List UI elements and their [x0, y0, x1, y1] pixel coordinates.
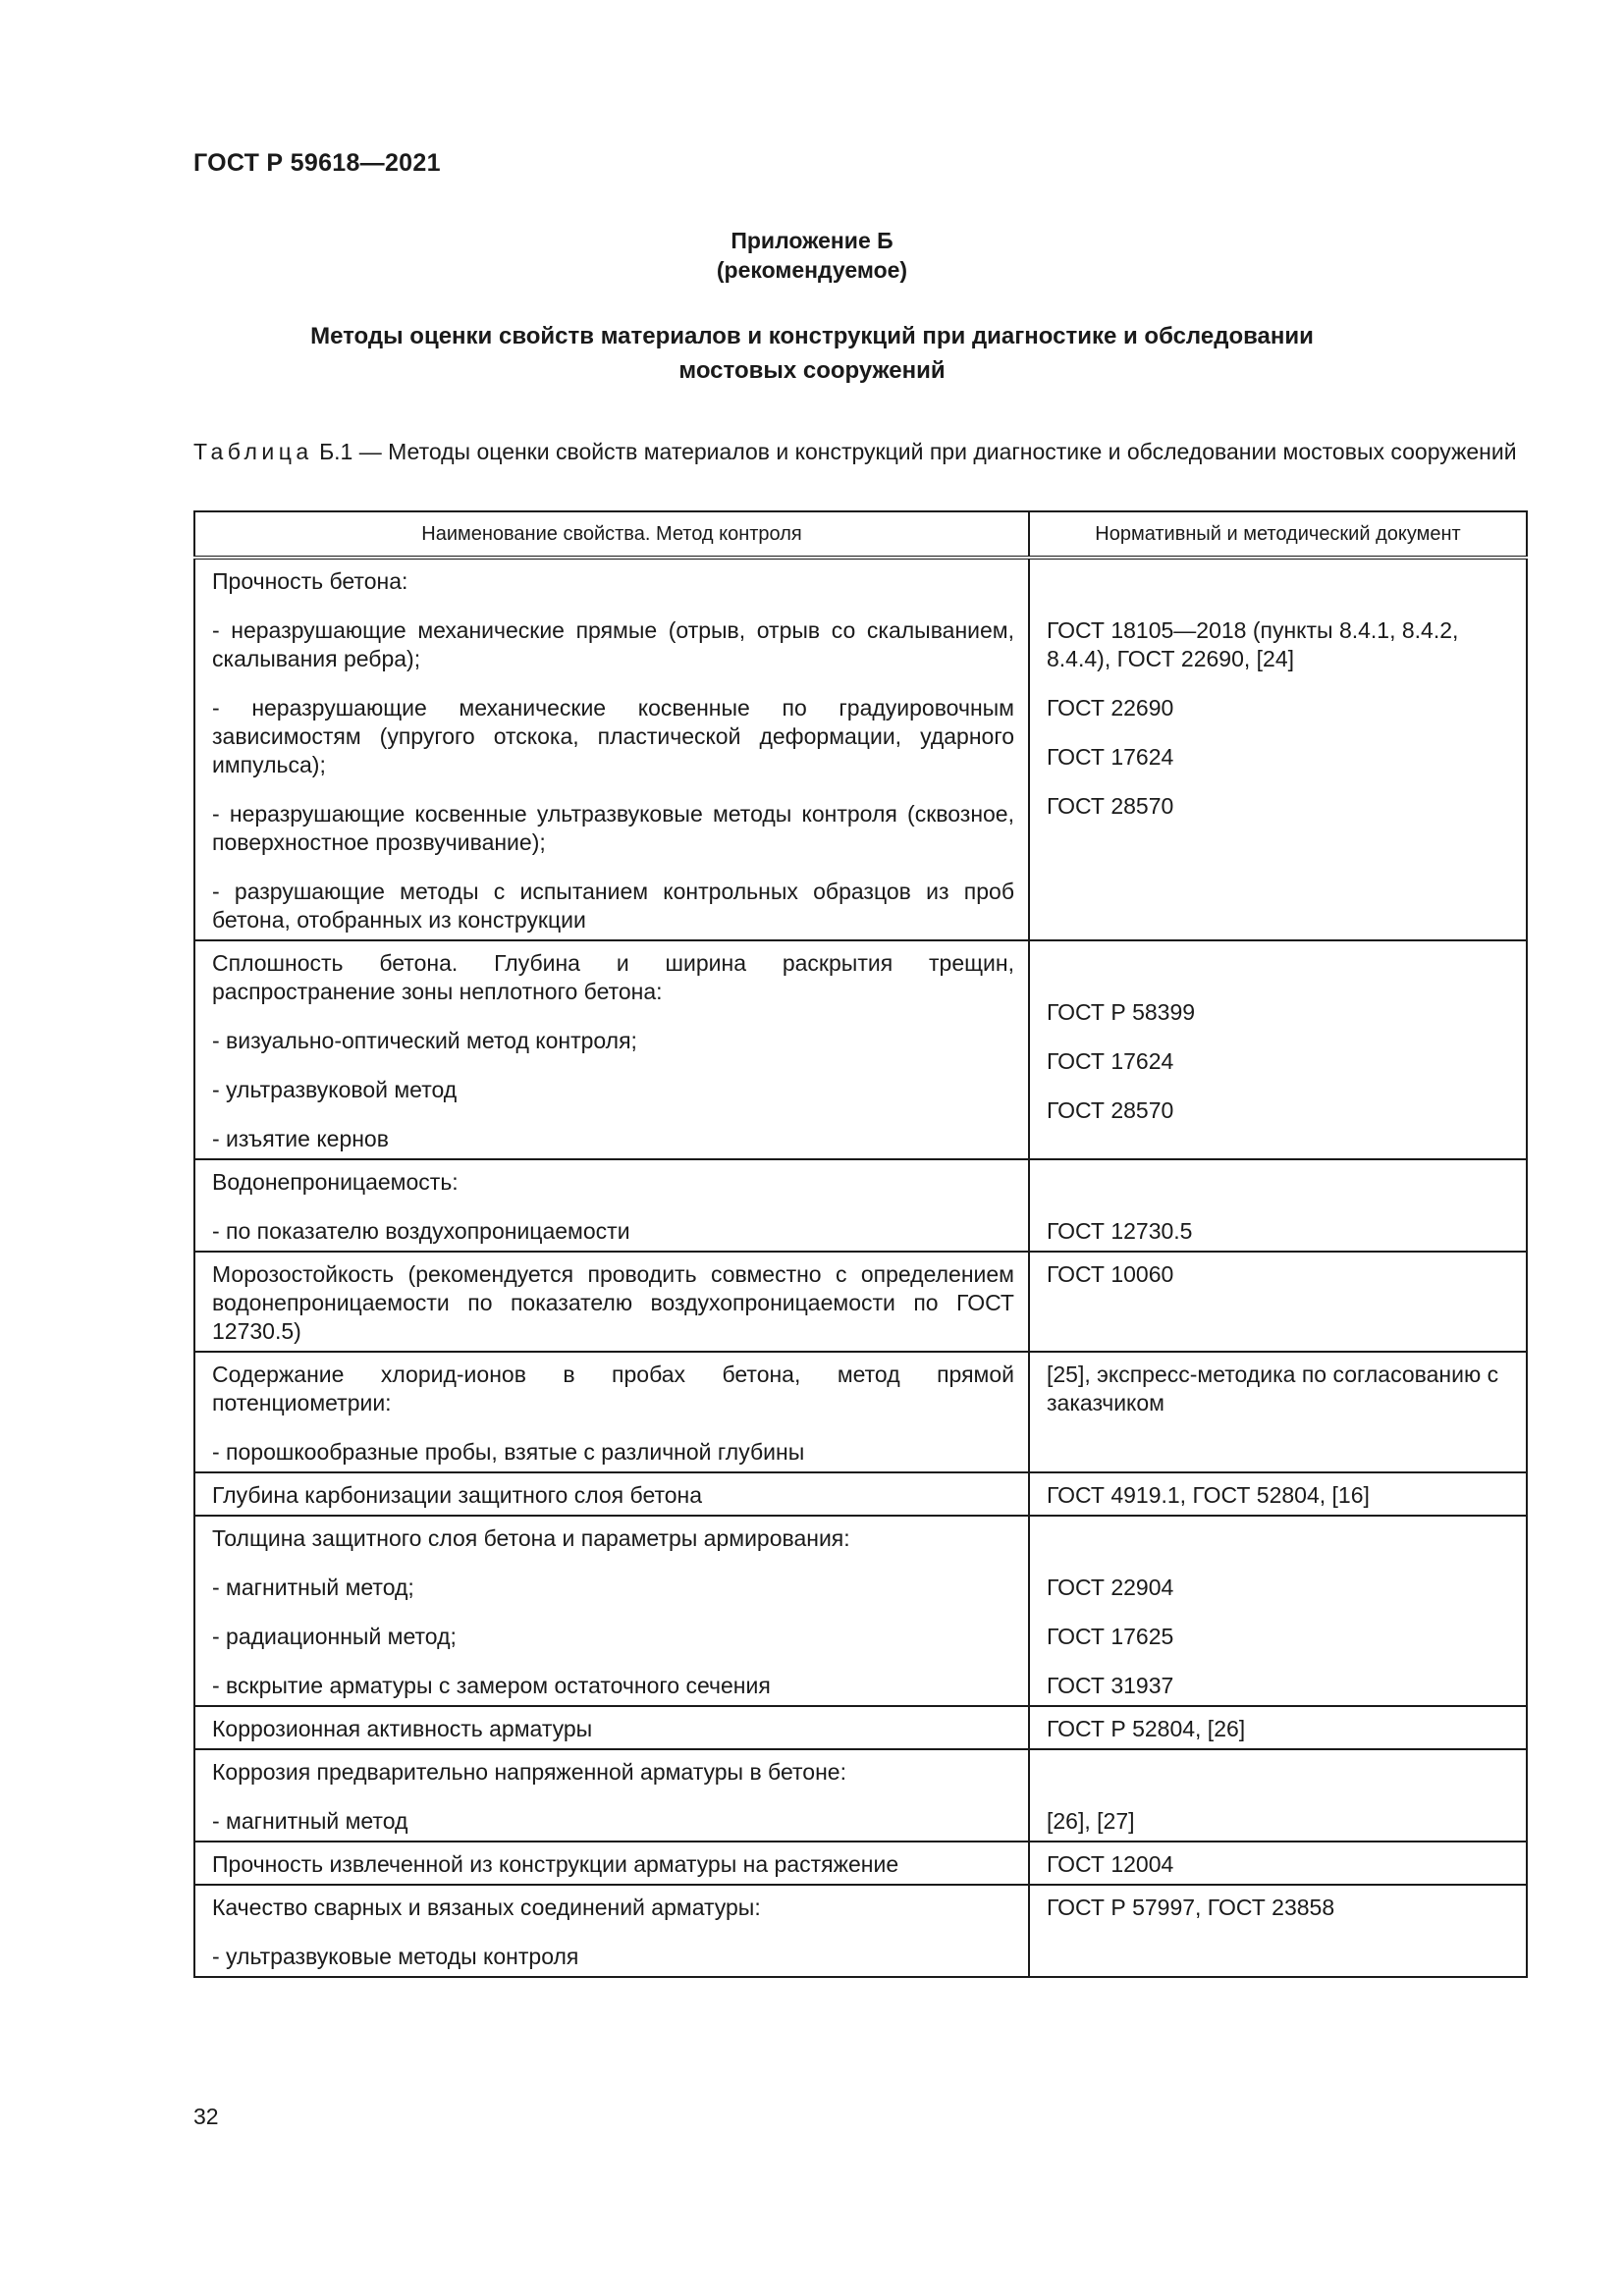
method-line: Глубина карбонизации защитного слоя бетона: [212, 1482, 703, 1508]
document-reference: ГОСТ 18105—2018 (пункты 8.4.1, 8.4.2, 8.4.4), ГОСТ 22690, [24]: [1047, 617, 1459, 671]
appendix-title: [0, 319, 1624, 388]
method-line: - по показателю воздухопроницаемости: [212, 1218, 630, 1244]
document-cell: [1029, 1159, 1527, 1252]
property-cell: [194, 1472, 1029, 1516]
document-cell: [1029, 1516, 1527, 1706]
table-body: [194, 558, 1527, 1977]
table-row: [194, 1749, 1527, 1842]
document-reference: ГОСТ 28570: [1047, 793, 1174, 819]
column-header-document: Нормативный и методический документ: [1029, 511, 1527, 558]
document-reference: ГОСТ 17624: [1047, 1048, 1174, 1074]
property-cell: [194, 1706, 1029, 1749]
property-cell: [194, 558, 1029, 940]
document-cell: [1029, 1252, 1527, 1352]
document-reference: ГОСТ Р 52804, [26]: [1047, 1716, 1246, 1741]
document-cell: [1029, 1885, 1527, 1977]
document-code: ГОСТ Р 59618—2021: [193, 149, 441, 177]
method-line: Прочность бетона:: [212, 568, 408, 594]
appendix-label: Приложение Б: [731, 228, 893, 253]
property-cell: [194, 1252, 1029, 1352]
document-reference: [1047, 1168, 1512, 1197]
document-reference: [1047, 1438, 1512, 1467]
table-row: [194, 1472, 1527, 1516]
table-caption-prefix: Таблица: [193, 439, 313, 464]
property-cell: [194, 1885, 1029, 1977]
document-cell: [1029, 558, 1527, 940]
table-row: [194, 1842, 1527, 1885]
document-reference: [1047, 1758, 1512, 1787]
document-reference: [26], [27]: [1047, 1808, 1135, 1834]
table-row: [194, 1516, 1527, 1706]
document-cell: [1029, 1706, 1527, 1749]
property-cell: [194, 1749, 1029, 1842]
table-row: [194, 1706, 1527, 1749]
appendix-title-line-2: мостовых сооружений: [678, 357, 946, 384]
document-reference: ГОСТ Р 57997, ГОСТ 23858: [1047, 1895, 1335, 1920]
document-reference: ГОСТ 4919.1, ГОСТ 52804, [16]: [1047, 1482, 1370, 1508]
document-reference: ГОСТ 12730.5: [1047, 1218, 1193, 1244]
method-line: - магнитный метод: [212, 1808, 408, 1834]
method-line: - радиационный метод;: [212, 1624, 457, 1649]
property-cell: [194, 1842, 1029, 1885]
table-row: [194, 1159, 1527, 1252]
page-number: 32: [193, 2104, 219, 2129]
document-cell: [1029, 1352, 1527, 1472]
table-row: [194, 558, 1527, 940]
method-line: - неразрушающие косвенные ультразвуковые методы контроля (сквозное, поверхностное прозвучивание);: [212, 801, 1014, 855]
methods-table: [193, 510, 1528, 1978]
property-cell: [194, 1159, 1029, 1252]
document-reference: ГОСТ 17624: [1047, 744, 1174, 770]
method-line: - ультразвуковой метод: [212, 1077, 458, 1102]
method-line: Морозостойкость (рекомендуется проводить совместно с определением водонепроницаемости по показателю воздухопроницаемости по ГОСТ 12730.5): [212, 1261, 1014, 1344]
method-line: Сплошность бетона. Глубина и ширина раскрытия трещин, распространение зоны неплотного бетона:: [212, 950, 1014, 1004]
property-cell: [194, 1352, 1029, 1472]
property-cell: [194, 1516, 1029, 1706]
method-line: - магнитный метод;: [212, 1575, 414, 1600]
method-line: Водонепроницаемость:: [212, 1169, 459, 1195]
document-reference: ГОСТ 17625: [1047, 1624, 1174, 1649]
document-cell: [1029, 1842, 1527, 1885]
method-line: Коррозия предварительно напряженной арматуры в бетоне:: [212, 1759, 846, 1785]
document-reference: [1047, 1524, 1512, 1553]
document-cell: [1029, 1749, 1527, 1842]
method-line: - неразрушающие механические косвенные по градуировочным зависимостям (упругого отскока, пластической деформации, ударного импульса);: [212, 695, 1014, 777]
table-caption-text: Б.1 — Методы оценки свойств материалов и конструкций при диагностике и обследовании мостовых сооружений: [319, 439, 1517, 464]
table-row: [194, 1352, 1527, 1472]
document-reference: [1047, 1943, 1512, 1971]
method-line: - разрушающие методы с испытанием контрольных образцов из проб бетона, отобранных из конструкции: [212, 879, 1014, 933]
document-reference: ГОСТ 28570: [1047, 1097, 1174, 1123]
table-caption: [193, 438, 1529, 466]
method-line: Качество сварных и вязаных соединений арматуры:: [212, 1895, 761, 1920]
method-line: - ультразвуковые методы контроля: [212, 1944, 579, 1969]
document-reference: ГОСТ 10060: [1047, 1261, 1174, 1287]
method-line: Прочность извлеченной из конструкции арматуры на растяжение: [212, 1851, 899, 1877]
property-cell: [194, 940, 1029, 1159]
method-line: - изъятие кернов: [212, 1126, 389, 1151]
table-row: [194, 1885, 1527, 1977]
document-reference: ГОСТ Р 58399: [1047, 999, 1196, 1025]
document-reference: [1047, 949, 1512, 978]
appendix-heading: [0, 226, 1624, 285]
method-line: - визуально-оптический метод контроля;: [212, 1028, 637, 1053]
method-line: Содержание хлорид-ионов в пробах бетона, метод прямой потенциометрии:: [212, 1362, 1014, 1415]
table-row: [194, 1252, 1527, 1352]
table-header-row: [194, 511, 1527, 558]
document-reference: ГОСТ 22904: [1047, 1575, 1174, 1600]
method-line: - вскрытие арматуры с замером остаточного сечения: [212, 1673, 771, 1698]
method-line: Толщина защитного слоя бетона и параметры армирования:: [212, 1525, 850, 1551]
document-cell: [1029, 1472, 1527, 1516]
document-reference: ГОСТ 12004: [1047, 1851, 1174, 1877]
appendix-title-line-1: Методы оценки свойств материалов и конструкций при диагностике и обследовании: [310, 323, 1314, 349]
method-line: Коррозионная активность арматуры: [212, 1716, 593, 1741]
method-line: - порошкообразные пробы, взятые с различной глубины: [212, 1439, 805, 1465]
table-row: [194, 940, 1527, 1159]
document-reference: ГОСТ 31937: [1047, 1673, 1174, 1698]
appendix-type: (рекомендуемое): [716, 257, 908, 283]
document-reference: [1047, 567, 1512, 596]
document-cell: [1029, 940, 1527, 1159]
method-line: - неразрушающие механические прямые (отрыв, отрыв со скалыванием, скалывания ребра);: [212, 617, 1014, 671]
document-reference: [25], экспресс-методика по согласованию с заказчиком: [1047, 1362, 1499, 1415]
document-reference: ГОСТ 22690: [1047, 695, 1174, 721]
column-header-property: Наименование свойства. Метод контроля: [194, 511, 1029, 558]
